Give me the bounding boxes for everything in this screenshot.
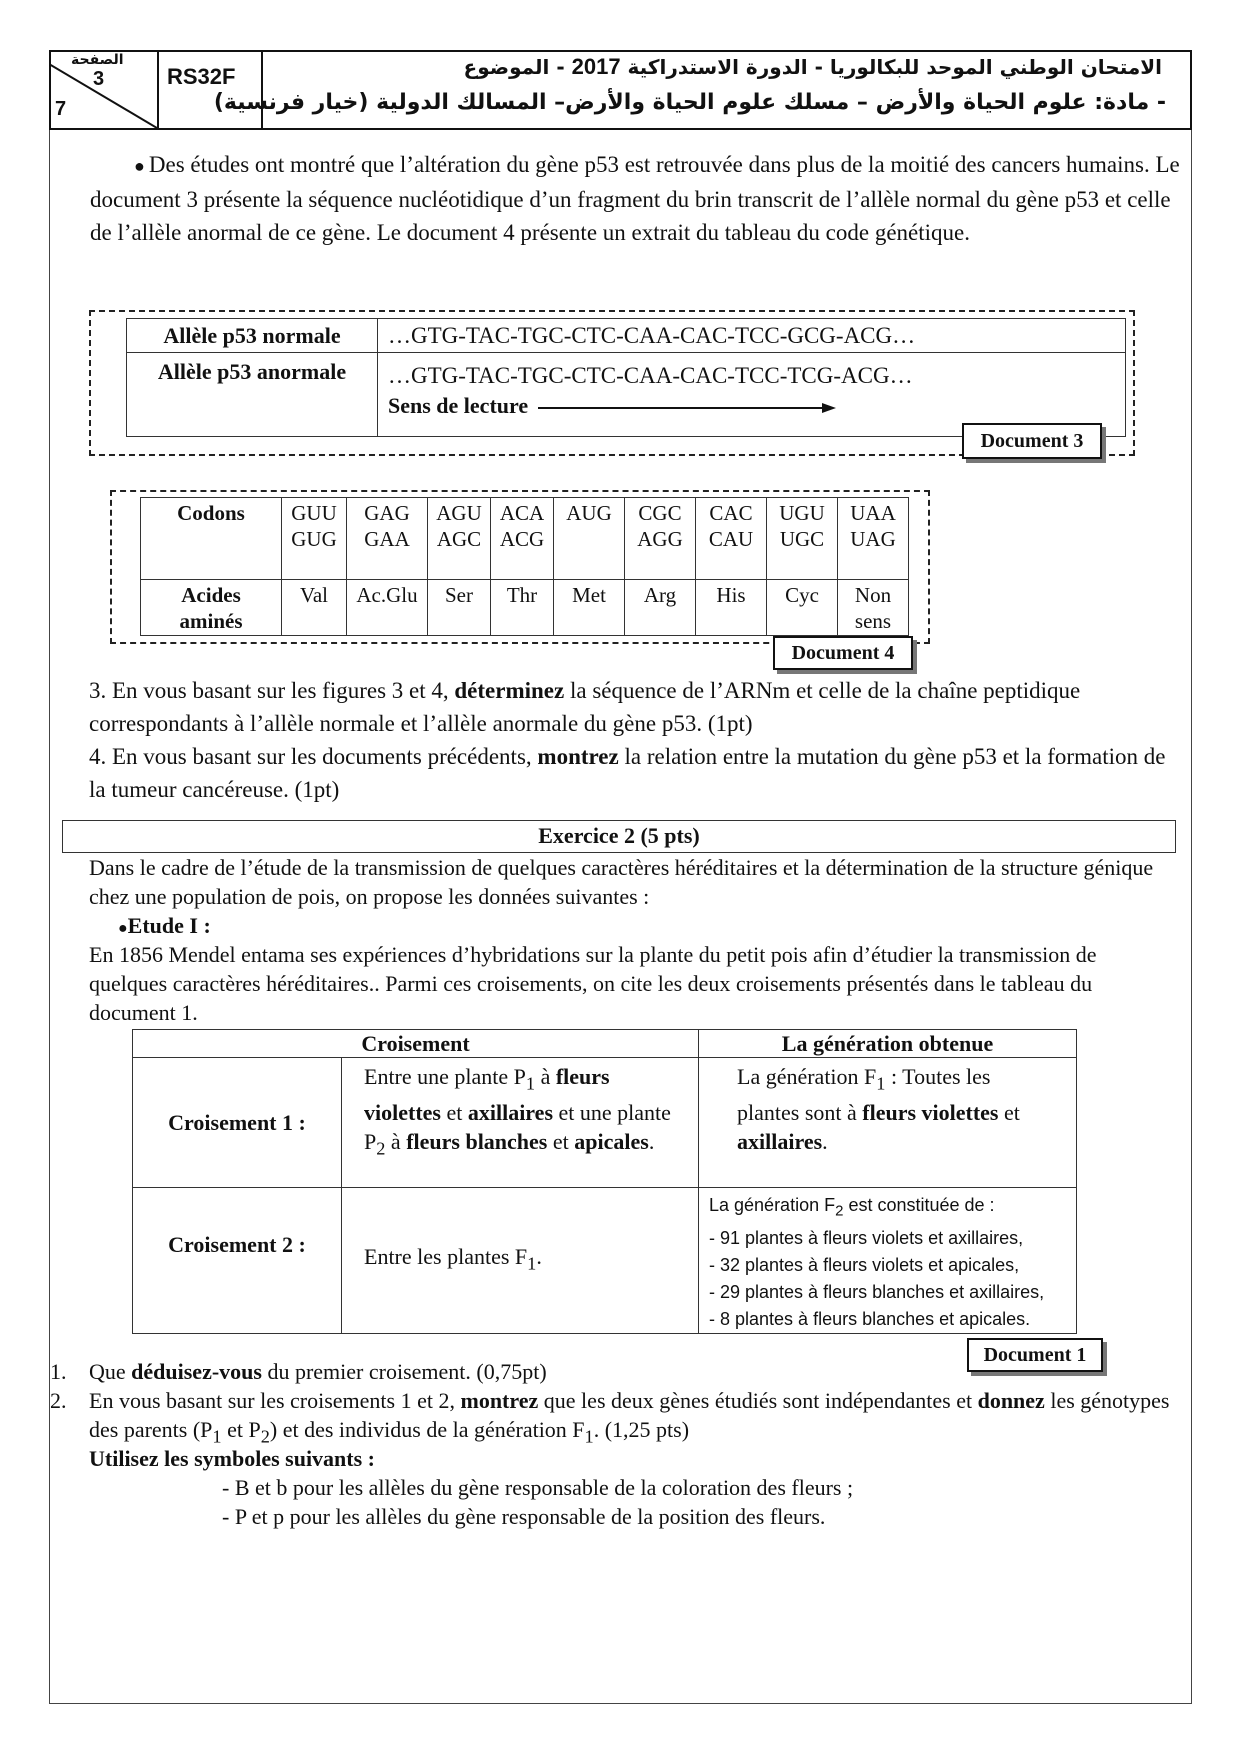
subscript: 2: [260, 1426, 270, 1447]
amino-acid: Cyc: [785, 583, 819, 607]
etude-1-text: En 1856 Mendel entama ses expériences d’hybridations sur la plante du petit pois afin d’étudier la transmission de quelques caractères héréditaires.. Parmi ces croisements, on cite les deux croisements présentés dans le tableau du document 1.: [89, 942, 1097, 1025]
allele-abnormal-sequence: …GTG-TAC-TGC-CTC-CAA-CAC-TCC-TCG-ACG…: [388, 363, 913, 388]
list-item: - 8 plantes à fleurs blanches et apicales.: [709, 1308, 1031, 1329]
text: ) et des individus de la génération F: [269, 1417, 585, 1442]
q3-text-c: la séquence de l’ARNm et celle de la chaîne peptidique correspondants à l’allèle normale et l’allèle anormale du gène p53. (1pt): [89, 678, 1081, 736]
subscript: 2: [376, 1138, 386, 1159]
codon: AGU: [436, 501, 482, 525]
document-3-table: [126, 318, 1126, 437]
header-line1-a: الامتحان الوطني الموحد للبكالوريا - الدورة الاستدراكية: [627, 55, 1162, 79]
text: à: [385, 1129, 407, 1155]
document-1-label: Document 1: [967, 1338, 1103, 1372]
exercise-2-intro: Dans le cadre de l’étude de la transmission de quelques caractères héréditaires et la détermination de la structure génique chez une population de pois, on propose les données suivantes :: [89, 855, 1154, 909]
exercise-2-title: Exercice 2 (5 pts): [62, 820, 1176, 853]
text: .: [536, 1244, 542, 1269]
codon: UGC: [779, 527, 825, 551]
codon-cell: [428, 498, 491, 580]
codon: GUG: [291, 527, 337, 551]
allele-abnormal-label: Allèle p53 anormale: [127, 353, 378, 437]
etude-1-heading: [118, 911, 211, 943]
codon: UAA: [850, 501, 896, 525]
text: à: [535, 1064, 556, 1089]
subject-code: RS32F: [167, 64, 236, 89]
aa-label-2: aminés: [179, 609, 243, 633]
amino-acid: Arg: [643, 583, 677, 607]
subscript: 1: [212, 1426, 222, 1447]
amino-cell: [347, 580, 428, 636]
croisement-2-desc: [342, 1188, 699, 1334]
codon-cell: [625, 498, 696, 580]
generation-2-head: [709, 1192, 1070, 1225]
amino-acid: sens: [854, 609, 892, 633]
genetic-code-table: [140, 497, 909, 636]
q4-text-a: 4. En vous basant sur les documents précédents,: [89, 744, 538, 769]
bold: axillaires: [467, 1100, 554, 1126]
text: et: [440, 1100, 468, 1126]
codon: ACA: [499, 501, 545, 525]
document-3-label: Document 3: [962, 423, 1102, 459]
q4-text-c: la relation entre la mutation du gène p53 et la formation de la tumeur cancéreuse. (1pt): [89, 744, 1166, 802]
q3-text-a: 3. En vous basant sur les figures 3 et 4,: [89, 678, 455, 703]
question-2: [89, 1386, 1184, 1451]
allele-normal-sequence: …GTG-TAC-TGC-CTC-CAA-CAC-TCC-GCG-ACG…: [378, 319, 1126, 353]
subscript: 1: [527, 1253, 537, 1274]
text: et: [998, 1100, 1020, 1126]
document-1-table: [132, 1029, 1077, 1334]
amino-cell: [282, 580, 347, 636]
codon-cell: [491, 498, 554, 580]
question-3: [89, 674, 1179, 740]
bold: fleurs blanches: [406, 1129, 548, 1155]
codon-cell: [282, 498, 347, 580]
text: Que: [89, 1359, 132, 1384]
header-year: 2017: [571, 54, 621, 79]
text: La génération F: [709, 1195, 836, 1215]
symbol-1: - B et b pour les allèles du gène responsable de la coloration des fleurs ;: [222, 1475, 854, 1500]
text: et: [547, 1129, 575, 1155]
codon-cell: [696, 498, 767, 580]
codon-cell: [767, 498, 838, 580]
amino-acid: Ac.Glu: [356, 583, 418, 607]
codon-cell: [347, 498, 428, 580]
amino-cell: [696, 580, 767, 636]
q2-verb-2: donnez: [977, 1388, 1045, 1413]
allele-normal-label: Allèle p53 normale: [127, 319, 378, 353]
symbols-title: Utilisez les symboles suivants :: [89, 1446, 375, 1471]
codon: AGG: [637, 527, 683, 551]
bold: fleurs violettes: [364, 1064, 610, 1126]
page-number: 3: [93, 68, 105, 90]
amino-cell: [491, 580, 554, 636]
codon: GAG: [364, 501, 410, 525]
amino-cell: [625, 580, 696, 636]
codon-cell: [838, 498, 909, 580]
right-arrow-icon: [538, 401, 836, 415]
subscript: 1: [876, 1073, 886, 1094]
page-number-box: [49, 50, 159, 130]
amino-acid: His: [716, 583, 746, 607]
amino-acid: Val: [300, 583, 328, 607]
bold: apicales: [574, 1129, 649, 1155]
croisement-2-label: Croisement 2 :: [133, 1188, 342, 1334]
generation-1-desc: [699, 1058, 1077, 1188]
croisement-1-desc: [342, 1058, 699, 1188]
text: Entre les plantes F: [364, 1244, 528, 1269]
generation-2-desc: [699, 1188, 1077, 1334]
page-label: الصفحة: [71, 52, 124, 68]
croisement-1-label: Croisement 1 :: [133, 1058, 342, 1188]
q1-verb: déduisez-vous: [131, 1359, 262, 1384]
amino-acids-header: [141, 580, 282, 636]
intro-paragraph: [90, 148, 1180, 249]
symbol-2: - P et p pour les allèles du gène responsable de la position des fleurs.: [222, 1504, 826, 1529]
amino-acid: Non: [854, 583, 892, 607]
text: les génotypes des parents (P: [89, 1388, 1170, 1442]
list-item: - 32 plantes à fleurs violets et apicales,: [709, 1254, 1020, 1275]
text: . (1,25 pts): [593, 1417, 690, 1442]
text: du premier croisement. (0,75pt): [261, 1359, 547, 1384]
etude-1-label: Etude I :: [127, 913, 211, 938]
codon: ACG: [499, 527, 545, 551]
col-generation: La génération obtenue: [699, 1030, 1077, 1058]
col-croisement: Croisement: [133, 1030, 699, 1058]
subscript: 2: [835, 1202, 844, 1220]
text: En vous basant sur les croisements 1 et 2,: [89, 1388, 461, 1413]
document-4-label: Document 4: [773, 636, 913, 670]
q4-verb: montrez: [537, 744, 619, 769]
bold: axillaires: [737, 1129, 823, 1155]
codon: CAC: [709, 501, 753, 525]
codon-cell: [554, 498, 625, 580]
text: .: [822, 1129, 828, 1155]
text: et une plante P: [364, 1100, 671, 1155]
bullet-icon: ●: [134, 156, 145, 176]
codon: AUG: [566, 501, 612, 525]
question-4: [89, 740, 1179, 806]
bullet-icon: ●: [118, 920, 128, 937]
bold: fleurs violettes: [862, 1100, 999, 1126]
text: La génération F: [737, 1064, 877, 1089]
list-item: - 29 plantes à fleurs blanches et axillaires,: [709, 1281, 1045, 1302]
amino-cell: [428, 580, 491, 636]
total-pages: 7: [55, 98, 67, 120]
intro-text: Des études ont montré que l’altération du gène p53 est retrouvée dans plus de la moitié des cancers humains. Le document 3 présente la séquence nucléotidique d’un fragment du brin transcrit de l’allèle normal du gène p53 et celle de l’allèle anormal de ce gène. Le document 4 présente un extrait du tableau du code génétique.: [90, 152, 1180, 245]
question-1-number: 1.: [50, 1359, 67, 1384]
codon: GUU: [291, 501, 337, 525]
amino-cell: [767, 580, 838, 636]
list-item: - 91 plantes à fleurs violets et axillaires,: [709, 1227, 1024, 1248]
text: et P: [221, 1417, 261, 1442]
codon: CGC: [638, 501, 682, 525]
q3-verb: déterminez: [454, 678, 565, 703]
text: Entre une plante P: [364, 1064, 526, 1089]
codon: GAA: [364, 527, 410, 551]
amino-cell: [838, 580, 909, 636]
reading-direction: [388, 391, 1125, 421]
question-1: [89, 1357, 1179, 1386]
header-line1-b: - الموضوع: [463, 55, 565, 79]
text: : Toutes les plantes sont à: [737, 1064, 991, 1126]
subscript: 1: [584, 1426, 594, 1447]
amino-acid: Ser: [445, 583, 473, 607]
text: est constituée de :: [843, 1195, 995, 1215]
amino-acid: Thr: [506, 583, 538, 607]
reading-direction-label: Sens de lecture: [388, 393, 529, 418]
text: que les deux gènes étudiés sont indépendantes et: [538, 1388, 978, 1413]
subscript: 1: [525, 1073, 536, 1094]
header-line-2: - مادة: علوم الحياة والأرض – مسلك علوم الحياة والأرض– المسالك الدولية (خيار فرنسية): [213, 90, 1166, 115]
q2-verb-1: montrez: [460, 1388, 539, 1413]
amino-cell: [554, 580, 625, 636]
codon: UGU: [779, 501, 825, 525]
codon: AGC: [436, 527, 482, 551]
codon: UAG: [850, 527, 896, 551]
aa-label-1: Acides: [181, 583, 241, 607]
text: .: [648, 1129, 655, 1155]
header-line-1: [464, 54, 1162, 80]
question-2-number: 2.: [50, 1388, 67, 1413]
codons-header: Codons: [141, 498, 282, 580]
codon: CAU: [708, 527, 754, 551]
amino-acid: Met: [572, 583, 606, 607]
